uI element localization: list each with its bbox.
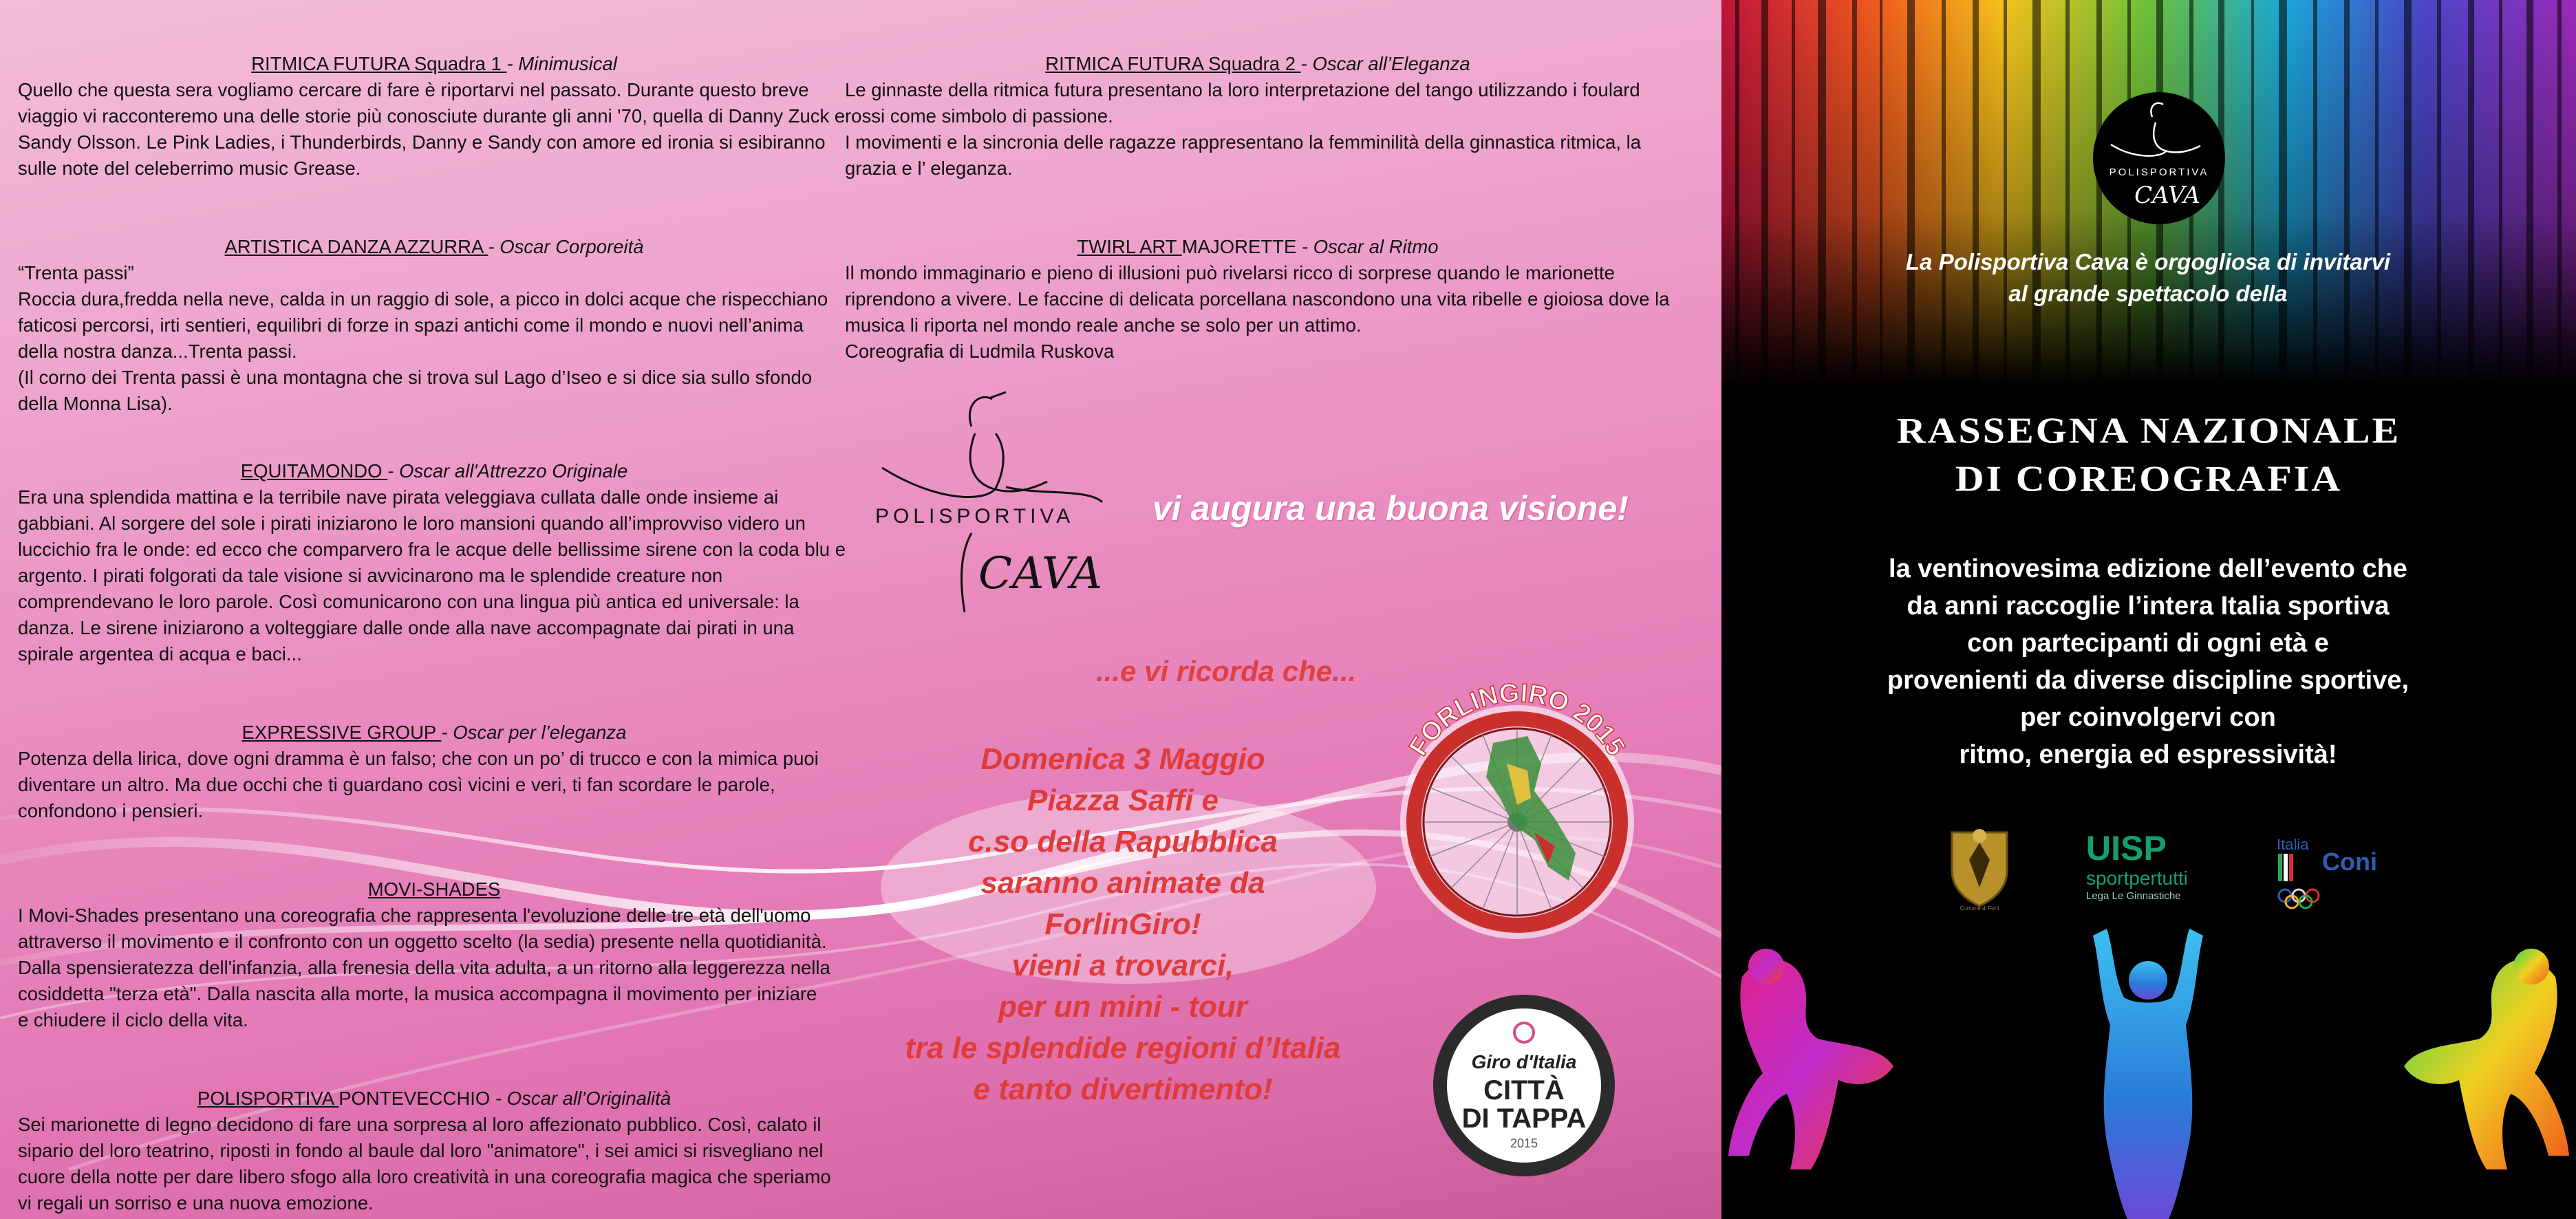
announcement-line: Piazza Saffi e	[1027, 784, 1219, 817]
award-name: - Oscar all’Originalità	[490, 1088, 672, 1109]
block-text: Era una splendida mattina e la terribile nave pirata veleggiava cullata dalle onde insieme ai gabbiani. Al sorgere del sole i pirati iniziarono le loro mansioni quando all’improvviso videro un luccichio fra le onde: ed ecco che comparvero fra le acque delle bellissime sirene con la coda blu e argento. I pirati folgorati da tale visione si avvicinarono ma le splendide creature non comprendevano le loro parole. Così comunicarono con una lingua più antica ed universale: la danza. Le sirene iniziarono a volteggiare dalle onde alla nave accompagnate dai pirati in una spirale argentea di acqua e baci...	[18, 486, 846, 665]
uisp-main: UISP	[2086, 829, 2167, 867]
block-header	[18, 51, 850, 77]
logo-text-bottom: CAVA	[2134, 182, 2200, 209]
block-text: I Movi-Shades presentano una coreografia che rappresenta l'evoluzione delle tre età dell'uomo attraverso il movimento e il confronto con un oggetto scelto (la sedia) presente nella quotidianità. Dalla spensieratezza dell'infanzia, alla frenesia della vita adulta, a un ritorno alla leggerezza nella cosiddetta "terza età". Dalla nascita alla morte, la musica accompagna il movimento per iniziare e chiudere il ciclo della vita.	[18, 905, 830, 1031]
description-line: per coinvolgervi con	[2020, 703, 2276, 732]
coni-label: Coni	[2322, 848, 2377, 876]
performance-block	[18, 720, 850, 824]
event-title-line: DI COREOGRAFIA	[1955, 457, 2343, 499]
group-name: RITMICA FUTURA Squadra 2	[1045, 53, 1301, 74]
uisp-small: Lega Le Ginnastiche	[2086, 890, 2181, 902]
dancer-silhouettes	[1721, 922, 2576, 1219]
dancer-right	[2404, 949, 2569, 1169]
logo-text-bottom: CAVA	[978, 548, 1103, 599]
invite-text	[1804, 246, 2492, 310]
block-text: Sei marionette di legno decidono di fare una sorpresa al loro affezionato pubblico. Così, calato il sipario del loro teatrino, riposti in fondo al baule dal loro "animatore", i sei amici si risvegliano nel cuore della notte per dare libero sfogo alla loro creatività in una coreografia magica che speriamo vi regali un sorriso e una nuova emozione.	[18, 1114, 831, 1213]
announcement-line: ForlinGiro!	[1044, 907, 1201, 941]
group-name-rest: PONTEVECCHIO	[339, 1088, 491, 1109]
announcement-line: vieni a trovarci,	[1011, 949, 1234, 982]
uisp-logo	[2086, 829, 2224, 911]
middle-text-column	[845, 51, 1671, 417]
group-name: TWIRL ART	[1077, 236, 1182, 257]
performance-block	[18, 1086, 850, 1216]
announcement-line: saranno animate da	[980, 866, 1265, 900]
description-line: ritmo, energia ed espressività!	[1959, 740, 2337, 769]
block-text: Il mondo immaginario e pieno di illusioni può rivelarsi ricco di sorprese quando le marionette riprendono a vivere. Le faccine di delicata porcellana nascondono una vita ribelle e gioiosa dove la musica li riporta nel mondo reale anche se solo per un attimo. Coreografia di Ludmila Ruskova	[845, 262, 1670, 362]
event-title	[1721, 407, 2576, 503]
announcement-line: e tanto divertimento!	[973, 1072, 1273, 1106]
award-name: - Minimusical	[506, 53, 617, 74]
award-name: - Oscar per l’eleganza	[441, 722, 627, 743]
group-name-rest: MAJORETTE	[1181, 236, 1297, 257]
dancer-left	[1728, 949, 1893, 1169]
description-line: con partecipanti di ogni età e	[1967, 629, 2329, 658]
block-text: Quello che questa sera vogliamo cercare di fare è riportarvi nel passato. Durante questo breve viaggio vi racconteremo una delle storie più conosciute durante gli anni '70, quella di Danny Zuck e Sandy Olsson. Le Pink Ladies, i Thunderbirds, Danny e Sandy con amore ed ironia si esibiranno sulle note del celeberrimo music Grease.	[18, 79, 846, 179]
group-name: EQUITAMONDO	[240, 460, 388, 482]
sponsor-logos	[1721, 822, 2576, 918]
block-header	[845, 51, 1671, 77]
award-name: - Oscar all'Attrezzo Originale	[387, 460, 628, 482]
performance-block	[18, 51, 850, 182]
polisportiva-cava-logo	[2090, 89, 2228, 227]
forlingiro-wheel-logo	[1369, 660, 1665, 956]
award-name: - Oscar Corporeità	[488, 236, 644, 257]
invite-line: al grande spettacolo della	[2008, 281, 2288, 306]
coni-top: Italia	[2277, 836, 2309, 853]
ricorda-text: ...e vi ricorda che...	[1096, 655, 1357, 687]
group-name: POLISPORTIVA	[197, 1088, 339, 1109]
performance-block	[845, 234, 1671, 365]
block-text: “Trenta passi” Roccia dura,fredda nella neve, calda in un raggio di sole, a picco in dolci acque che rispecchiano faticosi percorsi, irti sentieri, equilibri di forze in spazi antichi come il mondo e nuovi nell’anima della nostra danza...Trenta passi. (Il corno dei Trenta passi è una montagna che si trova sul Lago d’Iseo e si dice sia sullo sfondo della Monna Lisa).	[18, 262, 828, 414]
performance-block	[845, 51, 1671, 182]
block-header	[18, 234, 850, 260]
group-name: EXPRESSIVE GROUP	[242, 722, 442, 743]
block-header	[18, 720, 850, 746]
polisportiva-cava-logo	[868, 385, 1123, 619]
badge-line1: CITTÀ	[1483, 1075, 1565, 1105]
event-description	[1832, 550, 2465, 773]
block-header	[18, 458, 850, 484]
forlingiro-announcement	[868, 739, 1377, 1110]
announcement-line: Domenica 3 Maggio	[980, 742, 1265, 776]
badge-brand: Giro d'Italia	[1471, 1051, 1577, 1072]
announcement-line: per un mini - tour	[998, 990, 1247, 1024]
wheel-label: FORLINGIRO 2015	[1404, 678, 1631, 762]
logo-text-top: POLISPORTIVA	[2109, 166, 2209, 178]
group-name: RITMICA FUTURA Squadra 1	[251, 53, 507, 74]
description-line: da anni raccoglie l’intera Italia sportiva	[1907, 592, 2390, 621]
description-line: la ventinovesima edizione dell’evento che	[1889, 554, 2407, 583]
performance-block	[18, 876, 850, 1033]
badge-line2: DI TAPPA	[1461, 1103, 1587, 1134]
block-header	[18, 1086, 850, 1112]
coni-logo	[2275, 830, 2399, 913]
cover-panel	[1721, 0, 2576, 1219]
comune-label: Comune di Forlì	[1960, 905, 1999, 911]
award-name: - Oscar all’Eleganza	[1300, 53, 1470, 74]
uisp-sub: sportpertutti	[2086, 867, 2188, 889]
announcement-line: c.so della Rapubblica	[968, 825, 1278, 859]
group-name: MOVI-SHADES	[367, 878, 501, 900]
left-text-column	[18, 51, 850, 1219]
group-name: ARTISTICA DANZA AZZURRA	[224, 236, 489, 257]
dancer-center	[2093, 929, 2203, 1219]
announcement-line: tra le splendide regioni d’Italia	[905, 1031, 1341, 1065]
giro-citta-di-tappa-badge	[1431, 993, 1617, 1178]
augura-visione-text: vi augura una buona visione!	[1152, 489, 1629, 528]
block-header	[845, 234, 1671, 260]
description-line: provenienti da diverse discipline sportive,	[1887, 666, 2409, 695]
performance-block	[18, 458, 850, 667]
performance-block	[18, 234, 850, 417]
logo-text-top: POLISPORTIVA	[875, 505, 1075, 528]
badge-year: 2015	[1510, 1136, 1538, 1150]
block-text: Le ginnaste della ritmica futura presentano la loro interpretazione del tango utilizzando i foulard rossi come simbolo di passione. I movimenti e la sincronia delle ragazze rappresentano la femminilità della ginnastica ritmica, la grazia e l’ eleganza.	[845, 79, 1642, 179]
award-name: - Oscar al Ritmo	[1296, 236, 1439, 257]
event-title-line: RASSEGNA NAZIONALE	[1896, 409, 2401, 451]
comune-forli-crest-icon	[1942, 822, 2017, 911]
invite-line: La Polisportiva Cava è orgogliosa di invitarvi	[1905, 249, 2391, 274]
block-header	[18, 876, 850, 903]
block-text: Potenza della lirica, dove ogni dramma è un falso; che con un po’ di trucco e con la mimica puoi diventare un altro. Ma due occhi che ti guardano così vicini e veri, ti fan scordare le parole, confondono i pensieri.	[18, 748, 819, 821]
